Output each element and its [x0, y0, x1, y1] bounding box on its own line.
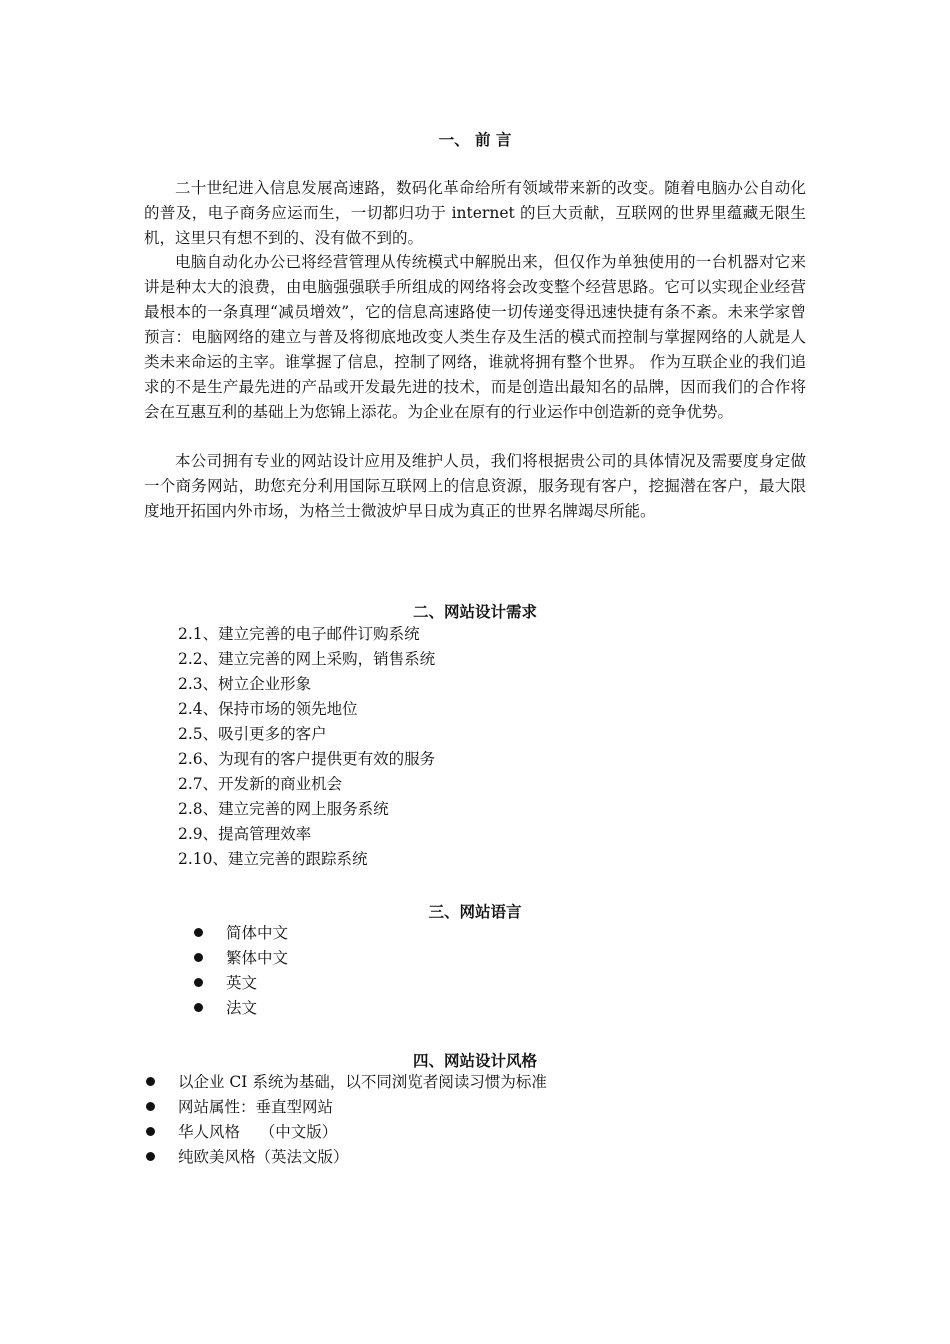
requirement-item: 2.4、保持市场的领先地位	[178, 700, 358, 718]
language-item: 繁体中文	[226, 949, 289, 967]
requirement-item: 2.5、吸引更多的客户	[178, 725, 327, 743]
bullet-icon	[146, 1127, 155, 1136]
requirement-item: 2.10、建立完善的跟踪系统	[178, 850, 368, 868]
bullet-icon	[146, 1152, 155, 1161]
style-item: 以企业 CI 系统为基础，以不同浏览者阅读习惯为标准	[178, 1073, 547, 1091]
style-item: 华人风格 （中文版）	[178, 1123, 338, 1141]
bullet-icon	[146, 1077, 155, 1086]
requirement-item: 2.7、开发新的商业机会	[178, 775, 343, 793]
requirement-item: 2.9、提高管理效率	[178, 825, 312, 843]
requirement-item: 2.2、建立完善的网上采购，销售系统	[178, 650, 436, 668]
language-item: 法文	[226, 999, 258, 1017]
section-3-title: 三、网站语言	[428, 902, 522, 921]
section-2-title: 二、网站设计需求	[412, 602, 537, 621]
requirement-item: 2.3、树立企业形象	[178, 675, 312, 693]
requirement-item: 2.6、为现有的客户提供更有效的服务	[178, 750, 436, 768]
bullet-icon	[194, 978, 203, 987]
intro-paragraph-2: 电脑自动化办公已将经营管理从传统模式中解脱出来，但仅作为单独使用的一台机器对它来讲是种太大的浪费，由电脑强强联手所组成的网络将会改变整个经营思路。它可以实现企业经营最根本的一条真理“减员增效”，它的信息高速路使一切传递变得迅速快捷有条不紊。未来学家曾预言：电脑网络的建立与普及将彻底地改变人类生存及生活的模式而控制与掌握网络的人就是人类未来命运的主宰。谁掌握了信息，控制了网络，谁就将拥有整个世界。 作为互联企业的我们追求的不是生产最先进的产品或开发最先进的技术，而是创造出最知名的品牌，因而我们的合作将会在互惠互利的基础上为您锦上添花。为企业在原有的行业运作中创造新的竞争优势。	[144, 253, 806, 421]
language-item: 简体中文	[226, 924, 289, 942]
requirement-item: 2.1、建立完善的电子邮件订购系统	[178, 625, 420, 643]
bullet-icon	[146, 1102, 155, 1111]
requirement-item: 2.8、建立完善的网上服务系统	[178, 800, 389, 818]
bullet-icon	[194, 928, 203, 937]
language-item: 英文	[226, 974, 258, 992]
section-4-title: 四、网站设计风格	[412, 1051, 537, 1070]
section-1-title: 一、 前 言	[438, 130, 512, 149]
bullet-icon	[194, 953, 203, 962]
bullet-icon	[194, 1003, 203, 1012]
style-item: 网站属性：垂直型网站	[178, 1098, 334, 1116]
intro-paragraph-3: 本公司拥有专业的网站设计应用及维护人员，我们将根据贵公司的具体情况及需要度身定做一个商务网站，助您充分利用国际互联网上的信息资源，服务现有客户，挖掘潜在客户，最大限度地开拓国内外市场，为格兰士微波炉早日成为真正的世界名牌竭尽所能。	[144, 452, 806, 520]
style-item: 纯欧美风格（英法文版）	[178, 1148, 349, 1166]
intro-paragraph-1: 二十世纪进入信息发展高速路，数码化革命给所有领域带来新的改变。随着电脑办公自动化的普及，电子商务应运而生，一切都归功于 internet 的巨大贡献，互联网的世界里蕴藏无限生机，这里只有想不到的、没有做不到的。	[144, 179, 806, 247]
